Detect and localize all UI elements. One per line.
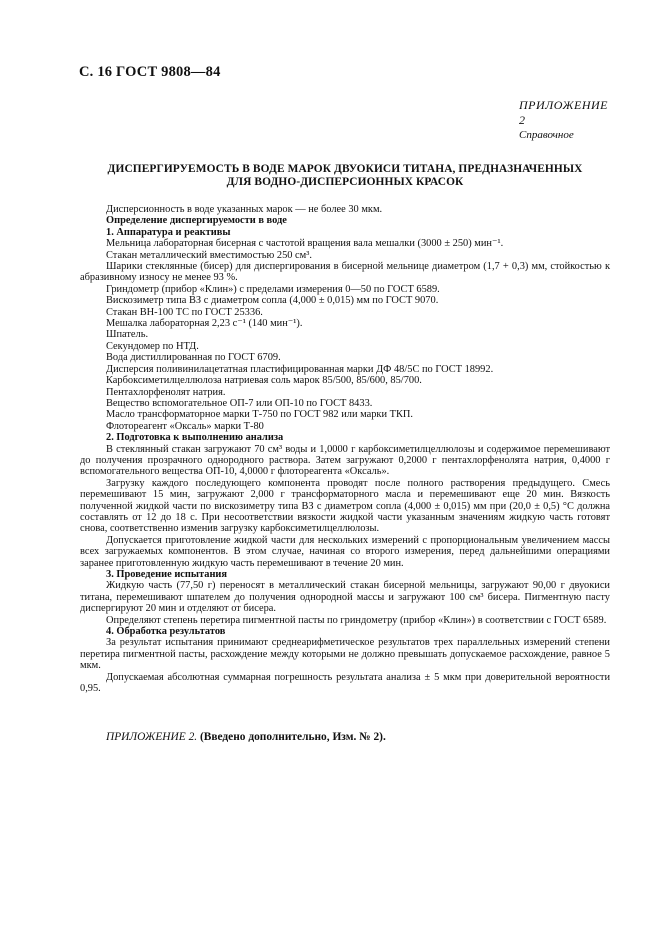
note-label: ПРИЛОЖЕНИЕ 2. [106,731,198,743]
equipment-item: Гриндометр (прибор «Клин») с пределами измерения 0—50 по ГОСТ 6589. [106,283,440,295]
equipment-item: Дисперсия поливинилацетатная пластифицированная марки ДФ 48/5С по ГОСТ 18992. [106,363,494,375]
note-text: (Введено дополнительно, Изм. № 2). [199,731,386,743]
equipment-item: Флотореагент «Оксаль» марки Т-80 [106,420,264,432]
section-2-heading: 2. Подготовка к выполнению анализа [106,432,284,444]
equipment-item: Стакан ВН-100 ТС по ГОСТ 25336. [106,306,263,318]
equipment-item: Вискозиметр типа ВЗ с диаметром сопла (4,000 ± 0,015) мм по ГОСТ 9070. [106,295,439,307]
equipment-item: Шпатель. [106,329,149,341]
equipment-item: Масло трансформаторное марки Т-750 по ГОСТ 982 или марки ТКП. [106,409,414,421]
equipment-item: Вещество вспомогательное ОП-7 или ОП-10 по ГОСТ 8433. [106,397,373,409]
appendix-title: ПРИЛОЖЕНИЕ 2 [519,98,608,127]
section-1-heading: 1. Аппаратура и реактивы [106,226,231,238]
document-body [80,204,610,694]
appendix-type: Справочное [519,129,574,141]
title-line-2: ДЛЯ ВОДНО-ДИСПЕРСИОННЫХ КРАСОК [226,176,464,188]
section-2-paragraph: Загрузку каждого последующего компонента проводят после полного растворения предыдущего. Смесь перемешивают 15 мин, загружают 2,000 г трансформаторного масла и перемешивают еще 20 мин. Вязкость полученной жидкой части по вискозиметру типа ВЗ с диаметром сопла (4,000 ± 0,015) мм при (20,0 ± 0,5) °С должна составлять от 12 до 18 с. При несоответствии вязкости жидкой части указанным значениям жидкую часть готовят снова, соответственно изменив загрузку карбоксиметилцеллюлозы. [80,477,610,535]
section-3-paragraph: Определяют степень перетира пигментной пасты по гриндометру (прибор «Клин») в соответствии с ГОСТ 6589. [106,614,607,626]
equipment-item: Вода дистиллированная по ГОСТ 6709. [106,352,281,364]
section-3-paragraph: Жидкую часть (77,50 г) переносят в металлический стакан бисерной мельницы, загружают 90,00 г двуокиси титана, перемешивают шпателем до получения однородной массы и загружают 100 см³ бисера. Пигментную пасту диспергируют 20 мин и отделяют от бисера. [80,580,610,615]
section-4-paragraph: За результат испытания принимают среднеарифметическое результатов трех параллельных измерений степени перетира пигментной пасты, расхождение между которыми не должно превышать допускаемое расхождение, равное 5 мкм. [80,637,610,672]
section-2-paragraph: В стеклянный стакан загружают 70 см³ воды и 1,0000 г карбоксиметилцеллюлозы и содержимое перемешивают до получения прозрачного однородного раствора. Затем загружают 0,2000 г пентахлорфенолята натрия, 0,4000 г вспомогательного вещества ОП-10, 4,0000 г флотореагента «Оксаль». [80,443,610,478]
equipment-item: Стакан металлический вместимостью 250 см³. [106,249,312,261]
section-3-heading: 3. Проведение испытания [106,569,228,580]
section-2-paragraph: Допускается приготовление жидкой части для нескольких измерений с пропорциональным увеличением массы всех загружаемых компонентов. В этом случае, начиная со второго измерения, перед дальнейшими операциями заранее приготовленную жидкую часть перемешивают в течение 20 мин. [80,534,610,569]
amendment-note [106,731,386,743]
definition-heading: Определение диспергируемости в воде [106,215,287,227]
equipment-item: Секундомер по НТД. [106,340,199,352]
appendix-label [519,98,609,141]
equipment-item: Карбоксиметилцеллюлоза натриевая соль марок 85/500, 85/600, 85/700. [106,375,422,387]
document-title [100,163,590,189]
section-4-paragraph: Допускаемая абсолютная суммарная погрешность результата анализа ± 5 мкм при доверительной вероятности 0,95. [80,671,610,695]
equipment-item: Пентахлорфенолят натрия. [106,386,226,398]
equipment-item: Шарики стеклянные (бисер) для диспергирования в бисерной мельнице диаметром (1,7 + 0,3) мм, стойкостью к абразивному износу не менее 93 %. [80,261,610,284]
intro-paragraph: Дисперсионность в воде указанных марок — не более 30 мкм. [106,204,383,215]
equipment-item: Мельница лабораторная бисерная с частотой вращения вала мешалки (3000 ± 250) мин⁻¹. [106,238,504,250]
section-4-heading: 4. Обработка результатов [106,626,226,638]
running-head: С. 16 ГОСТ 9808—84 [79,64,221,80]
title-line-1: ДИСПЕРГИРУЕМОСТЬ В ВОДЕ МАРОК ДВУОКИСИ ТИТАНА, ПРЕДНАЗНАЧЕННЫХ [107,163,583,175]
equipment-item: Мешалка лабораторная 2,23 с⁻¹ (140 мин⁻¹). [106,318,303,330]
